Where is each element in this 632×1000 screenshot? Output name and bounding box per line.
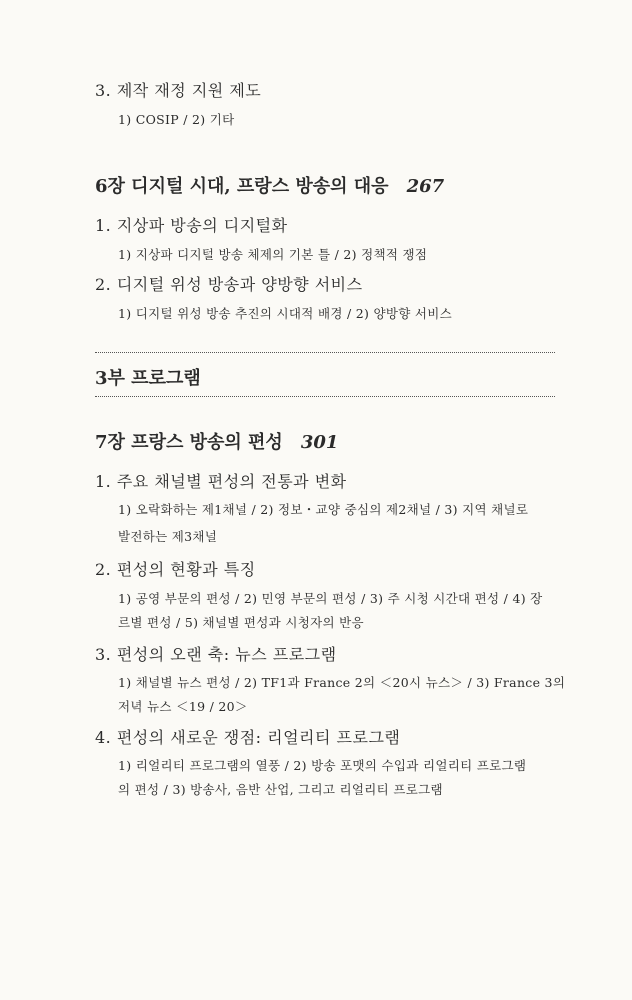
section-heading: 3. 제작 재정 지원 제도 xyxy=(95,81,262,100)
part-heading: 3부 프로그램 xyxy=(95,368,201,389)
subsection-list-line: 1) 오락화하는 제1채널 / 2) 정보・교양 중심의 제2채널 / 3) 지역 채널로 xyxy=(118,502,529,517)
subsection-list-line: 1) 공영 부문의 편성 / 2) 민영 부문의 편성 / 3) 주 시청 시간대 편성 / 4) 장 xyxy=(118,591,543,606)
chapter-heading xyxy=(95,172,444,198)
subsection-list-line: 1) 리얼리티 프로그램의 열풍 / 2) 방송 포맷의 수입과 리얼리티 프로그램 xyxy=(118,758,527,773)
subsection-list: 1) 디지털 위성 방송 추진의 시대적 배경 / 2) 양방향 서비스 xyxy=(118,306,452,321)
section-heading: 4. 편성의 새로운 쟁점: 리얼리티 프로그램 xyxy=(95,728,401,747)
subsection-list: 1) COSIP / 2) 기타 xyxy=(118,112,235,127)
subsection-list-line: 1) 채널별 뉴스 편성 / 2) TF1과 France 2의 ＜20시 뉴스＞ / 3) France 3의 xyxy=(118,675,566,690)
subsection-list-line: 르별 편성 / 5) 채널별 편성과 시청자의 반응 xyxy=(118,615,364,630)
section-heading: 1. 주요 채널별 편성의 전통과 변화 xyxy=(95,472,347,491)
section-heading: 2. 편성의 현황과 특징 xyxy=(95,560,256,579)
chapter-page-number: 301 xyxy=(300,432,339,453)
subsection-list: 1) 지상파 디지털 방송 체제의 기본 틀 / 2) 정책적 쟁점 xyxy=(118,247,428,262)
chapter-title: 6장 디지털 시대, 프랑스 방송의 대응 xyxy=(95,176,389,197)
subsection-list-line: 저녁 뉴스 ＜19 / 20＞ xyxy=(118,699,248,714)
divider-top xyxy=(95,352,555,353)
subsection-list-line: 의 편성 / 3) 방송사, 음반 산업, 그리고 리얼리티 프로그램 xyxy=(118,782,443,797)
divider-bottom xyxy=(95,396,555,397)
section-heading: 1. 지상파 방송의 디지털화 xyxy=(95,216,288,235)
chapter-title: 7장 프랑스 방송의 편성 xyxy=(95,432,283,453)
section-heading: 2. 디지털 위성 방송과 양방향 서비스 xyxy=(95,275,363,294)
chapter-heading xyxy=(95,428,338,454)
subsection-list-line: 발전하는 제3채널 xyxy=(118,529,218,544)
section-heading: 3. 편성의 오랜 축: 뉴스 프로그램 xyxy=(95,645,337,664)
chapter-page-number: 267 xyxy=(406,176,445,197)
